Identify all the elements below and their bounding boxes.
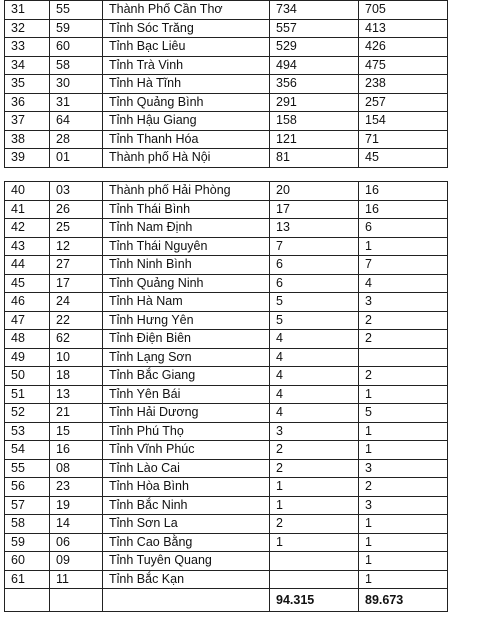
table-row	[5, 367, 448, 386]
table-cell: Tỉnh Bắc Kạn	[103, 570, 270, 589]
table-cell: 19	[50, 496, 103, 515]
table-cell: 16	[359, 182, 448, 201]
table-cell: 23	[50, 478, 103, 497]
table-row	[5, 19, 448, 38]
table-cell: 51	[5, 385, 50, 404]
table-cell: 1	[359, 570, 448, 589]
table-row	[5, 93, 448, 112]
table-cell: Tỉnh Hải Dương	[103, 404, 270, 423]
table-cell: 37	[5, 112, 50, 131]
table-cell: Tỉnh Tuyên Quang	[103, 552, 270, 571]
table-row	[5, 422, 448, 441]
table-cell: Tỉnh Cao Bằng	[103, 533, 270, 552]
table-cell	[270, 552, 359, 571]
table-cell: 46	[5, 293, 50, 312]
table-cell: 44	[5, 256, 50, 275]
table-cell: 14	[50, 515, 103, 534]
table-cell: Tỉnh Thái Nguyên	[103, 237, 270, 256]
table-cell	[270, 570, 359, 589]
table-row	[5, 348, 448, 367]
table-cell: 03	[50, 182, 103, 201]
table-cell: 89.673	[359, 589, 448, 612]
table-cell: 57	[5, 496, 50, 515]
table-cell: 475	[359, 56, 448, 75]
page-break	[0, 172, 480, 181]
table-row	[5, 38, 448, 57]
table-cell: 81	[270, 149, 359, 168]
table-row	[5, 570, 448, 589]
table-cell: 24	[50, 293, 103, 312]
table-cell: Tỉnh Nam Định	[103, 219, 270, 238]
table-cell: Tỉnh Trà Vinh	[103, 56, 270, 75]
data-table-top	[4, 0, 448, 168]
table-cell: 3	[359, 459, 448, 478]
table-cell: 47	[5, 311, 50, 330]
table-cell: 1	[359, 237, 448, 256]
table-cell: 09	[50, 552, 103, 571]
table-cell: 4	[270, 330, 359, 349]
table-cell: 32	[5, 19, 50, 38]
table-cell: 1	[270, 496, 359, 515]
table-cell: 1	[270, 478, 359, 497]
table-cell: 62	[50, 330, 103, 349]
table-cell: 121	[270, 130, 359, 149]
total-row	[5, 589, 448, 612]
table-cell: 34	[5, 56, 50, 75]
table-cell: 42	[5, 219, 50, 238]
table-row	[5, 478, 448, 497]
table-cell: 45	[5, 274, 50, 293]
table-cell: 20	[270, 182, 359, 201]
table-cell: 31	[50, 93, 103, 112]
table-cell: Tỉnh Yên Bái	[103, 385, 270, 404]
table-row	[5, 274, 448, 293]
table-cell	[5, 589, 50, 612]
table-row	[5, 130, 448, 149]
table-row	[5, 385, 448, 404]
table-cell: Tỉnh Hậu Giang	[103, 112, 270, 131]
table-cell: 356	[270, 75, 359, 94]
table-cell: 413	[359, 19, 448, 38]
table-cell: 494	[270, 56, 359, 75]
table-cell: 94.315	[270, 589, 359, 612]
table-row	[5, 311, 448, 330]
table-cell: 16	[50, 441, 103, 460]
table-cell: Tỉnh Quảng Ninh	[103, 274, 270, 293]
table-cell: 2	[359, 311, 448, 330]
table-cell: 28	[50, 130, 103, 149]
table-cell: 16	[359, 200, 448, 219]
table-cell: 30	[50, 75, 103, 94]
table-cell: 2	[359, 367, 448, 386]
table-cell: 06	[50, 533, 103, 552]
table-cell: Tỉnh Sơn La	[103, 515, 270, 534]
table-cell: 21	[50, 404, 103, 423]
table-row	[5, 182, 448, 201]
table-row	[5, 237, 448, 256]
table-row	[5, 552, 448, 571]
table-cell: 56	[5, 478, 50, 497]
table-cell: 3	[359, 496, 448, 515]
table-cell: 25	[50, 219, 103, 238]
table-cell: 58	[5, 515, 50, 534]
table-row	[5, 256, 448, 275]
table-cell: 6	[359, 219, 448, 238]
table-cell: Tỉnh Thái Bình	[103, 200, 270, 219]
table-cell: Tỉnh Lào Cai	[103, 459, 270, 478]
table-cell: Tỉnh Ninh Bình	[103, 256, 270, 275]
table-cell: 33	[5, 38, 50, 57]
table-cell: 4	[270, 348, 359, 367]
table-cell: 22	[50, 311, 103, 330]
table-cell: Tỉnh Bắc Giang	[103, 367, 270, 386]
table-cell: 43	[5, 237, 50, 256]
table-cell: 27	[50, 256, 103, 275]
table-cell: 1	[270, 533, 359, 552]
table-cell: Tỉnh Vĩnh Phúc	[103, 441, 270, 460]
table-cell: Tỉnh Hà Nam	[103, 293, 270, 312]
table-cell: 41	[5, 200, 50, 219]
table-cell: 60	[5, 552, 50, 571]
table-cell: 2	[270, 459, 359, 478]
table-row	[5, 441, 448, 460]
table-cell	[103, 589, 270, 612]
table-cell: Tỉnh Hưng Yên	[103, 311, 270, 330]
table-cell: Tỉnh Phú Thọ	[103, 422, 270, 441]
table-cell: Tỉnh Bắc Ninh	[103, 496, 270, 515]
table-row	[5, 496, 448, 515]
table-cell: 4	[270, 404, 359, 423]
table-cell: Thành phố Hà Nội	[103, 149, 270, 168]
table-cell: 38	[5, 130, 50, 149]
table-cell: 2	[270, 515, 359, 534]
table-row	[5, 75, 448, 94]
table-cell: 64	[50, 112, 103, 131]
table-cell: 39	[5, 149, 50, 168]
table-cell: 2	[270, 441, 359, 460]
table-cell: 52	[5, 404, 50, 423]
table-cell: 5	[359, 404, 448, 423]
table-cell: 1	[359, 385, 448, 404]
table-cell: 36	[5, 93, 50, 112]
table-cell: Tỉnh Hòa Bình	[103, 478, 270, 497]
table-row	[5, 219, 448, 238]
table-cell: 705	[359, 1, 448, 20]
table-cell: Tỉnh Điện Biên	[103, 330, 270, 349]
table-row	[5, 293, 448, 312]
table-cell: Tỉnh Sóc Trăng	[103, 19, 270, 38]
table-row	[5, 112, 448, 131]
table-cell: 55	[5, 459, 50, 478]
table-cell: 6	[270, 256, 359, 275]
table-row	[5, 330, 448, 349]
table-cell: 529	[270, 38, 359, 57]
table-cell: 13	[270, 219, 359, 238]
table-cell: 48	[5, 330, 50, 349]
table-cell: 53	[5, 422, 50, 441]
table-cell: 15	[50, 422, 103, 441]
table-cell: 12	[50, 237, 103, 256]
table-cell: 6	[270, 274, 359, 293]
table-cell: 35	[5, 75, 50, 94]
table-cell: Thành Phố Cần Thơ	[103, 1, 270, 20]
table-row	[5, 149, 448, 168]
table-cell: Tỉnh Hà Tĩnh	[103, 75, 270, 94]
table-cell: 61	[5, 570, 50, 589]
table-cell: 45	[359, 149, 448, 168]
table-cell: 5	[270, 293, 359, 312]
table-cell: 1	[359, 515, 448, 534]
table-cell: 158	[270, 112, 359, 131]
table-row	[5, 56, 448, 75]
table-cell: 59	[50, 19, 103, 38]
table-cell: 3	[270, 422, 359, 441]
table-cell: 58	[50, 56, 103, 75]
table-cell: 3	[359, 293, 448, 312]
table-row	[5, 200, 448, 219]
table-cell: 26	[50, 200, 103, 219]
table-cell: 50	[5, 367, 50, 386]
table-cell: 31	[5, 1, 50, 20]
data-table-bottom	[4, 181, 448, 612]
table-cell: 291	[270, 93, 359, 112]
table-cell: 08	[50, 459, 103, 478]
table-cell: 01	[50, 149, 103, 168]
table-cell: Tỉnh Thanh Hóa	[103, 130, 270, 149]
table-cell: 2	[359, 478, 448, 497]
table-cell: 10	[50, 348, 103, 367]
table-cell: 257	[359, 93, 448, 112]
table-row	[5, 533, 448, 552]
table-cell: 71	[359, 130, 448, 149]
table-cell: 17	[50, 274, 103, 293]
table-cell: 40	[5, 182, 50, 201]
table-cell: 154	[359, 112, 448, 131]
table-cell: 7	[359, 256, 448, 275]
table-cell: 17	[270, 200, 359, 219]
table-cell: 55	[50, 1, 103, 20]
table-cell: 1	[359, 422, 448, 441]
table-cell: 49	[5, 348, 50, 367]
table-row	[5, 515, 448, 534]
table-cell: 4	[270, 385, 359, 404]
table-cell: 2	[359, 330, 448, 349]
table-cell: 5	[270, 311, 359, 330]
table-cell	[359, 348, 448, 367]
table-cell: Tỉnh Quảng Bình	[103, 93, 270, 112]
table-cell: 60	[50, 38, 103, 57]
table-cell: Thành phố Hải Phòng	[103, 182, 270, 201]
table-row	[5, 404, 448, 423]
table-cell: 11	[50, 570, 103, 589]
table-row	[5, 1, 448, 20]
table-cell: 13	[50, 385, 103, 404]
table-cell: 4	[359, 274, 448, 293]
table-row	[5, 459, 448, 478]
table-cell: 7	[270, 237, 359, 256]
table-cell: 54	[5, 441, 50, 460]
table-cell: 238	[359, 75, 448, 94]
table-cell: 18	[50, 367, 103, 386]
table-cell: Tỉnh Lạng Sơn	[103, 348, 270, 367]
table-cell: 1	[359, 533, 448, 552]
table-cell: 4	[270, 367, 359, 386]
table-cell: 1	[359, 552, 448, 571]
table-cell: 426	[359, 38, 448, 57]
table-cell: 59	[5, 533, 50, 552]
table-cell	[50, 589, 103, 612]
table-cell: Tỉnh Bạc Liêu	[103, 38, 270, 57]
table-cell: 557	[270, 19, 359, 38]
table-cell: 1	[359, 441, 448, 460]
table-cell: 734	[270, 1, 359, 20]
